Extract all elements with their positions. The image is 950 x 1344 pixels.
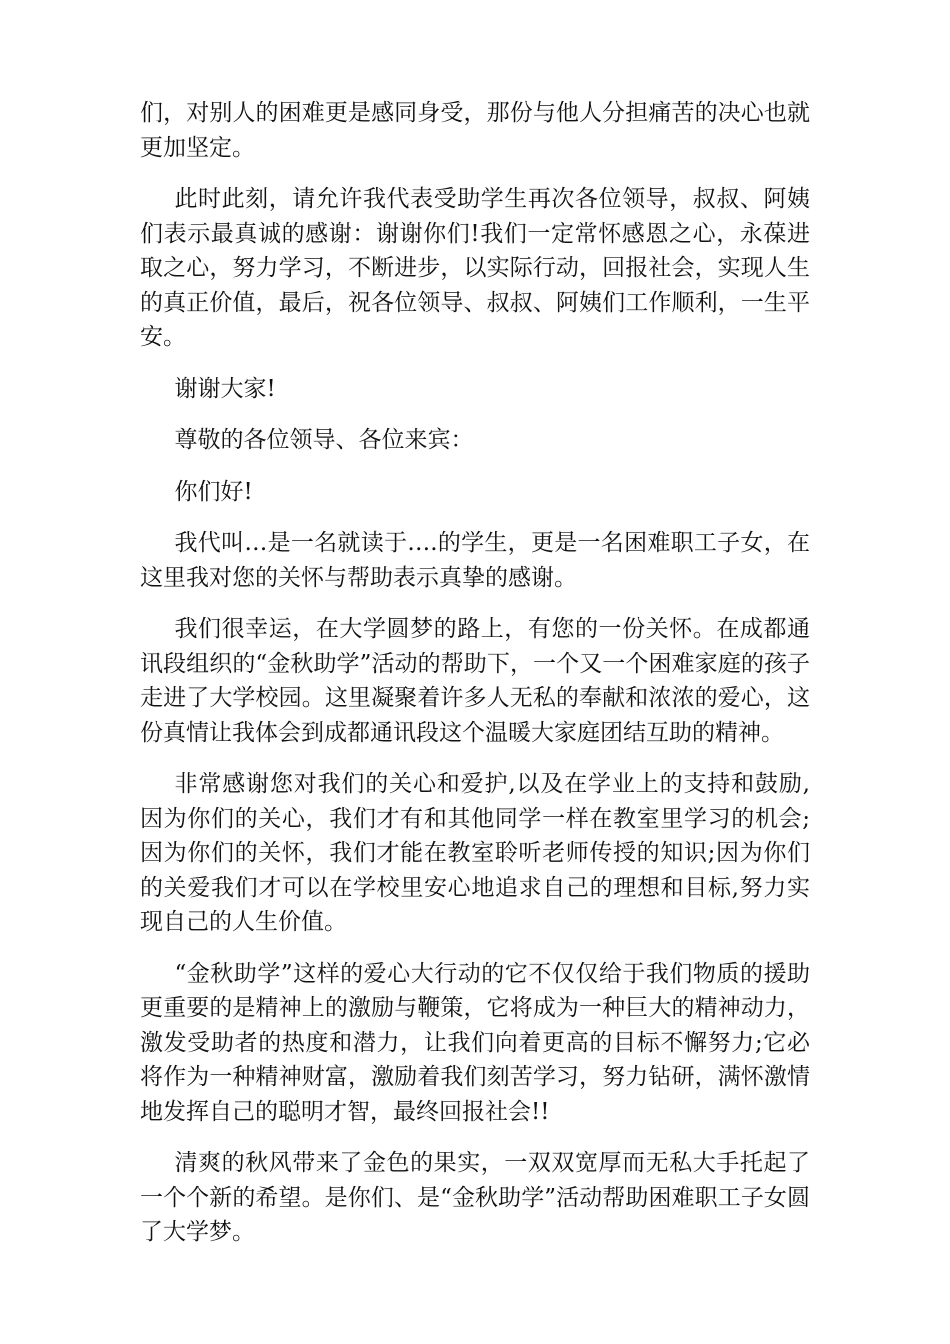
paragraph-autumn-wind: 清爽的秋风带来了金色的果实，一双双宽厚而无私大手托起了一个个新的希望。是你们、是“金秋助学”活动帮助困难职工子女圆了大学梦。 [140, 1150, 810, 1245]
document-body [140, 96, 810, 1267]
paragraph-thanks-leaders: 此时此刻，请允许我代表受助学生再次各位领导，叔叔、阿姨们表示最真诚的感谢：谢谢你们!我们一定常怀感恩之心，永葆进取之心，努力学习，不断进步，以实际行动，回报社会，实现人生的真正价值，最后，祝各位领导、叔叔、阿姨们工作顺利，一生平安。 [140, 186, 810, 350]
paragraph-thank-you-all: 谢谢大家! [174, 375, 276, 402]
paragraph-gratitude: 非常感谢您对我们的关心和爱护,以及在学业上的支持和鼓励,因为你们的关心，我们才有和其他同学一样在教室里学习的机会;因为你们的关怀，我们才能在教室聆听老师传授的知识;因为你们的关爱我们才可以在学校里安心地追求自己的理想和目标,努力实现自己的人生价值。 [140, 771, 810, 935]
paragraph-greeting: 你们好! [174, 478, 253, 505]
paragraph-golden-autumn: “金秋助学”这样的爱心大行动的它不仅仅给于我们物质的援助更重要的是精神上的激励与鞭策，它将成为一种巨大的精神动力，激发受助者的热度和潜力，让我们向着更高的目标不懈努力;它必将作为一种精神财富，激励着我们刻苦学习，努力钻研，满怀激情地发挥自己的聪明才智，最终回报社会!! [140, 960, 810, 1125]
paragraph-introduction: 我代叫…是一名就读于….的学生，更是一名困难职工子女，在这里我对您的关怀与帮助表示真挚的感谢。 [140, 530, 810, 591]
paragraph-continuation: 们，对别人的困难更是感同身受，那份与他人分担痛苦的决心也就更加坚定。 [140, 100, 810, 161]
paragraph-salutation: 尊敬的各位领导、各位来宾： [174, 427, 474, 453]
paragraph-fortunate: 我们很幸运，在大学圆梦的路上，有您的一份关怀。在成都通讯段组织的“金秋助学”活动的帮助下，一个又一个困难家庭的孩子走进了大学校园。这里凝聚着许多人无私的奉献和浓浓的爱心，这份真情让我体会到成都通讯段这个温暖大家庭团结互助的精神。 [140, 616, 810, 746]
